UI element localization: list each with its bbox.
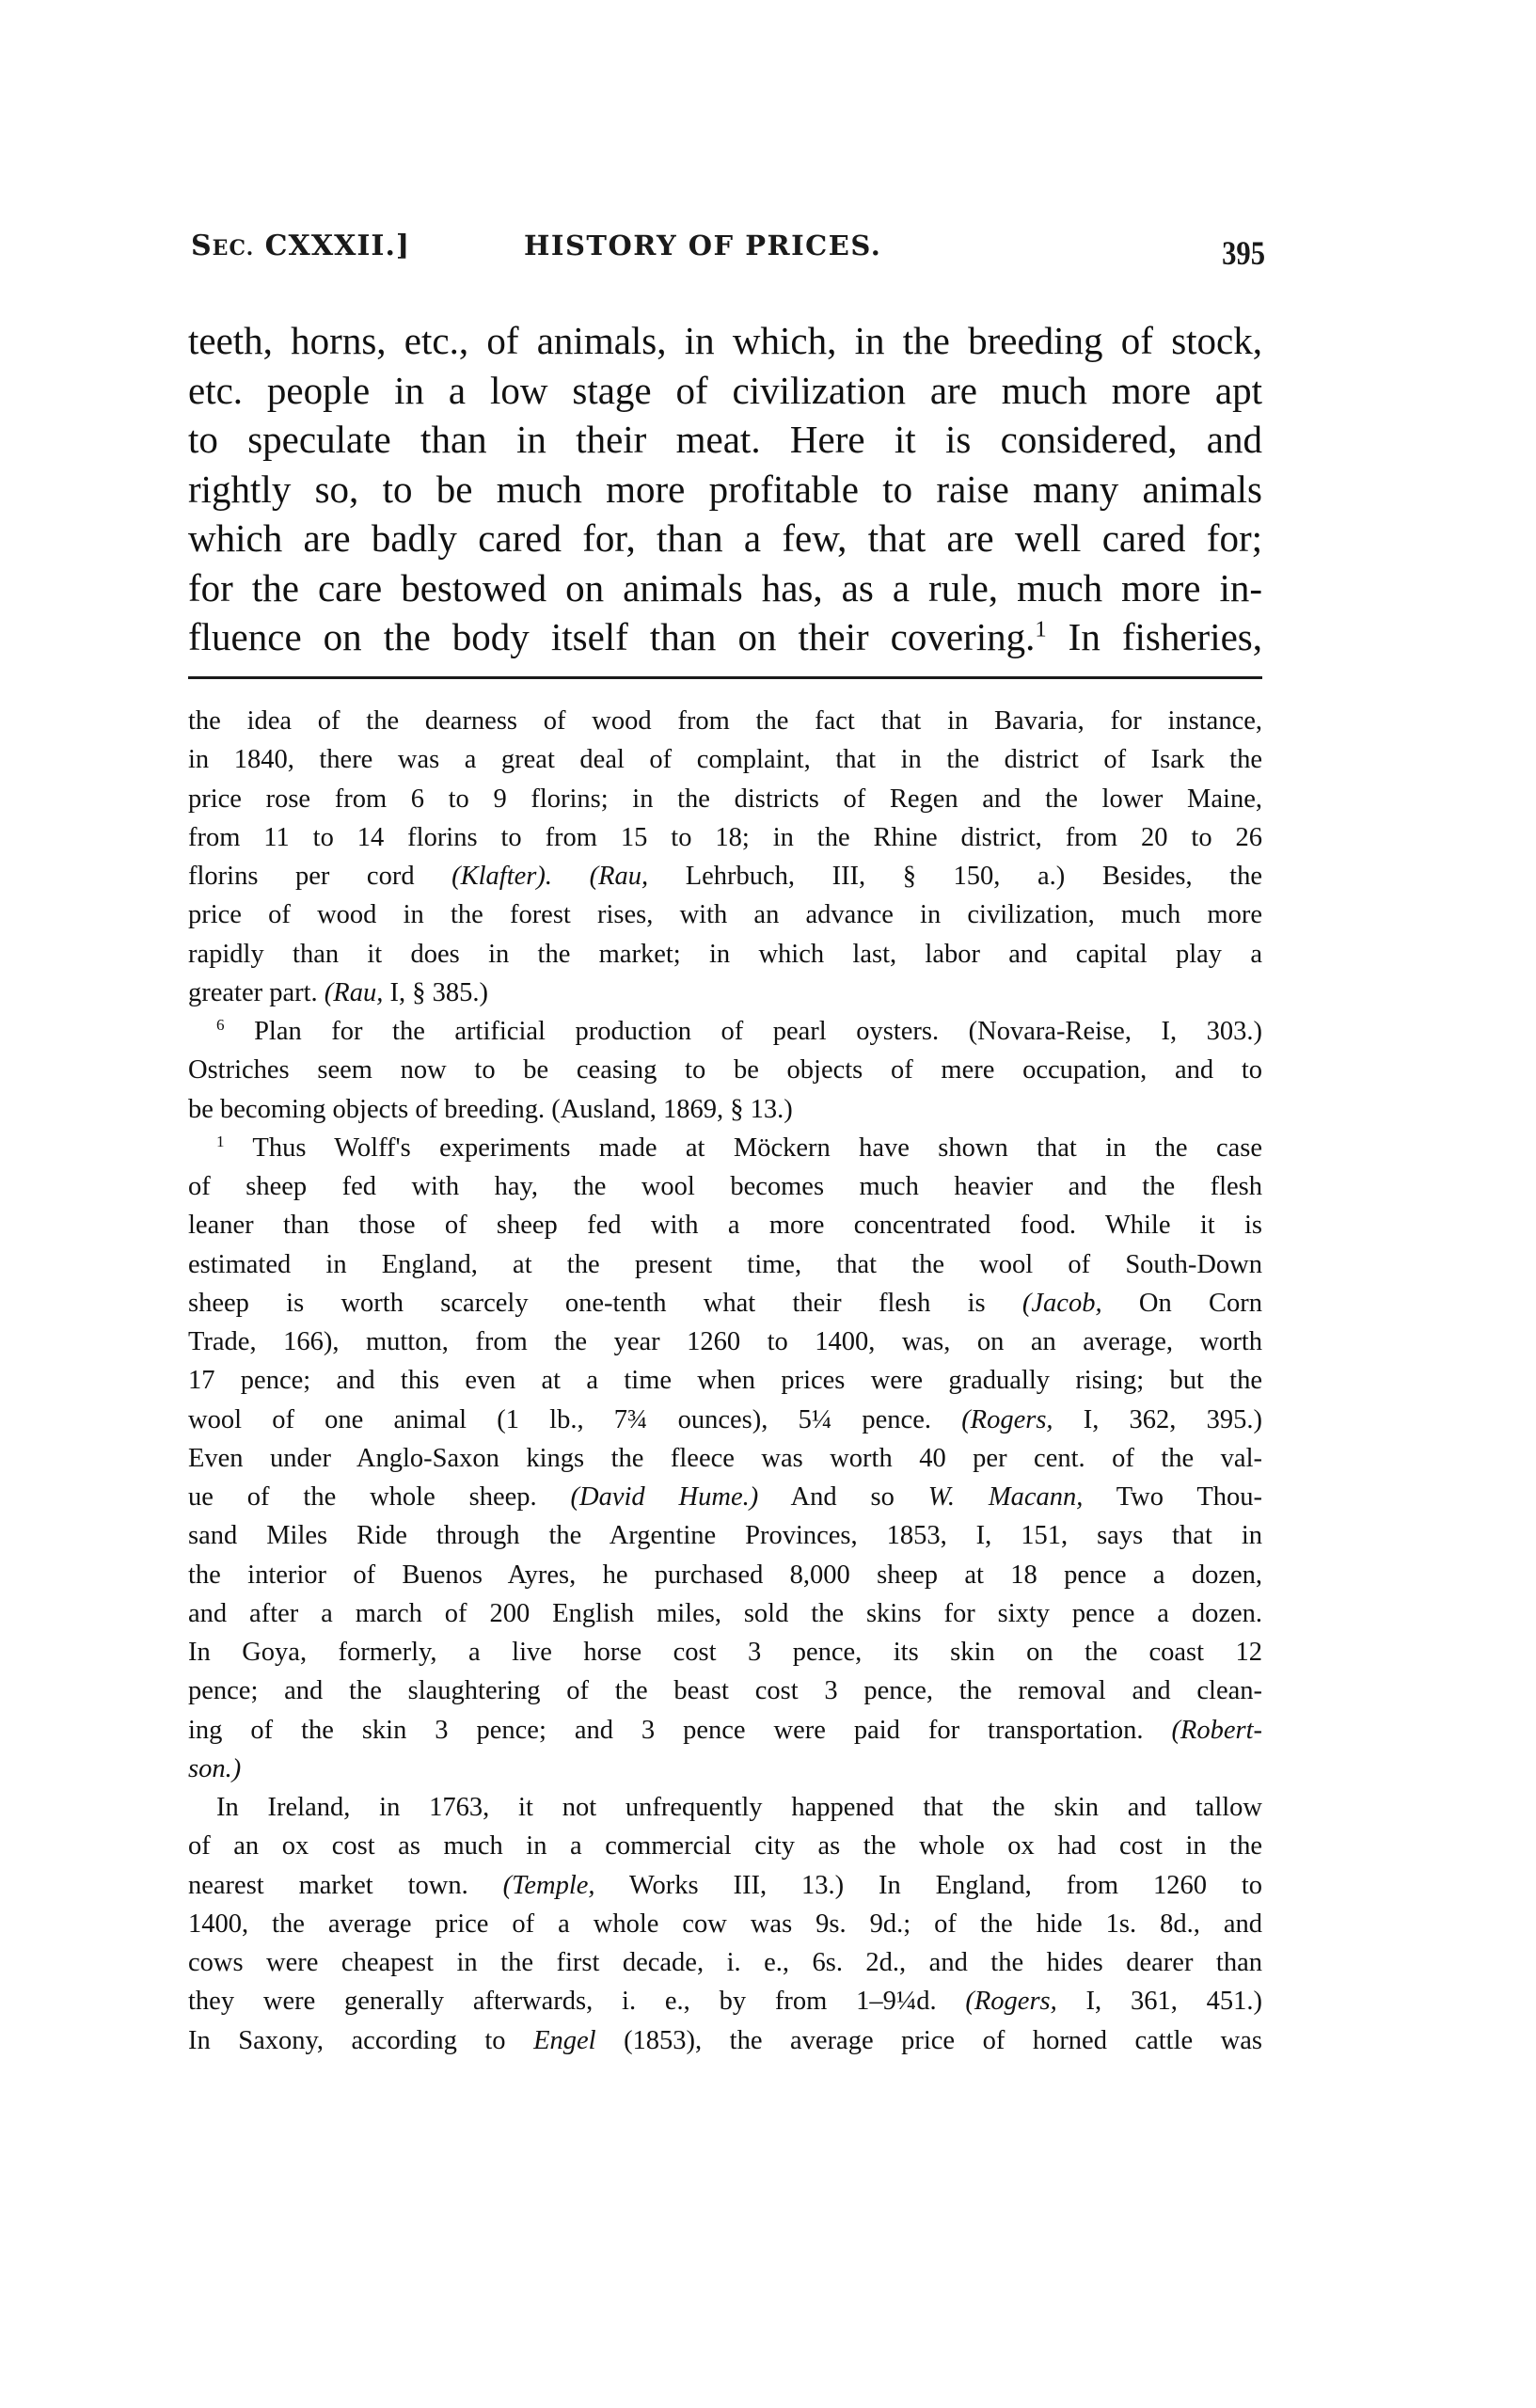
text-run: greater part.	[188, 977, 325, 1007]
text-run: Even under Anglo-Saxon kings the fleece was worth 40 per cent. of the val-	[188, 1443, 1262, 1473]
italic-citation: (Rau,	[589, 862, 649, 891]
text-run: in 1840, there was a great deal of complaint, that in the district of Isark the	[188, 745, 1262, 775]
footnote-line	[188, 1521, 1262, 1551]
footnote-line	[188, 1948, 1262, 1978]
text-run: which are badly cared for, than a few, that are well cared for;	[188, 516, 1262, 560]
text-run: ing of the skin 3 pence; and 3 pence were paid for transportation.	[188, 1715, 1172, 1745]
text-run: nearest market town.	[188, 1870, 503, 1900]
footnote-line	[188, 1987, 1262, 2017]
footnote-line	[188, 784, 1262, 815]
text-run: ue of the whole sheep.	[188, 1482, 571, 1512]
text-run: to speculate than in their meat. Here it is considered, and	[188, 418, 1262, 461]
footnote-line	[188, 940, 1262, 970]
text-run: In Goya, formerly, a live horse cost 3 pence, its skin on the coast 12	[188, 1638, 1262, 1667]
text-run: florins per cord	[188, 862, 452, 891]
footnote-line	[188, 1754, 1262, 1784]
text-run: Ostriches seem now to be ceasing to be objects of mere occupation, and to	[188, 1055, 1262, 1085]
section-number: CXXXII.]	[254, 230, 411, 262]
section-prefix-initial: S	[191, 230, 213, 262]
paragraph-line	[188, 417, 1262, 462]
footnote-line	[188, 1560, 1262, 1591]
footnote-line	[188, 1366, 1262, 1396]
footnote-line	[216, 1133, 1262, 1164]
footnote-line	[188, 1871, 1262, 1901]
text-run: the interior of Buenos Ayres, he purchased 8,000 sheep at 18 pence a dozen,	[188, 1560, 1262, 1590]
footnote-marker: 1	[1035, 616, 1047, 642]
footnote-line	[188, 900, 1262, 930]
text-run: they were generally afterwards, i. e., by from 1–9¼d.	[188, 1987, 966, 2017]
italic-citation: (Robert-	[1171, 1715, 1262, 1745]
footnote-line	[188, 1482, 1262, 1513]
text-run: price of wood in the forest rises, with an advance in civilization, much more	[188, 900, 1262, 930]
text-run: I, § 385.)	[383, 977, 488, 1007]
footnote-line	[188, 1250, 1262, 1280]
footnote-line	[188, 1405, 1262, 1435]
italic-citation: Engel	[533, 2025, 596, 2055]
footnote-line	[188, 1327, 1262, 1357]
italic-citation: (Klafter).	[451, 862, 553, 891]
footnote-divider	[188, 676, 1262, 679]
running-title: HISTORY OF PRICES.	[524, 230, 882, 261]
text-run: wool of one animal (1 lb., 7¾ ounces), 5¼ pence.	[188, 1404, 962, 1434]
footnote-line	[188, 1444, 1262, 1474]
footnote-line	[188, 1676, 1262, 1706]
footnote-line	[188, 745, 1262, 775]
footnote-line	[188, 1909, 1262, 1940]
paragraph-line	[188, 368, 1262, 413]
text-run: rapidly than it does in the market; in which last, labor and capital play a	[188, 939, 1262, 969]
footnote-line	[188, 862, 1262, 892]
text-run: and after a march of 200 English miles, sold the skins for sixty pence a dozen.	[188, 1598, 1262, 1628]
footnote-line	[216, 1017, 1262, 1047]
italic-citation: (Rogers,	[961, 1404, 1053, 1434]
text-run: pence; and the slaughtering of the beast cost 3 pence, the removal and clean-	[188, 1676, 1262, 1706]
text-run: rightly so, to be much more profitable to raise many animals	[188, 467, 1262, 511]
paragraph-line	[188, 467, 1262, 512]
section-prefix-smallcaps: EC.	[212, 236, 255, 261]
text-run: Trade, 166), mutton, from the year 1260 to 1400, was, on an average, worth	[188, 1327, 1262, 1356]
text-run: sheep is worth scarcely one-tenth what their flesh is	[188, 1288, 1022, 1318]
page-number: 395	[1222, 234, 1265, 272]
text-run: Lehrbuch, III, § 150, a.) Besides, the	[648, 862, 1262, 891]
footnote-line	[188, 706, 1262, 737]
footnote-line	[188, 1638, 1262, 1668]
paragraph-line	[188, 614, 1262, 659]
footnote-line	[188, 1055, 1262, 1085]
running-header	[191, 230, 1265, 277]
italic-citation: (Rogers,	[965, 1987, 1057, 2017]
text-run: Works III, 13.) In England, from 1260 to	[594, 1870, 1263, 1900]
text-run: for the care bestowed on animals has, as a rule, much more in-	[188, 565, 1262, 610]
text-run: (1853), the average price of horned cattle was	[595, 2025, 1262, 2055]
text-run: be becoming objects of breeding. (Ausland, 1869, § 13.)	[188, 1094, 793, 1124]
text-run: And so	[758, 1482, 928, 1512]
footnote-line	[188, 1289, 1262, 1319]
footnote-line	[188, 1831, 1262, 1861]
text-run: In Ireland, in 1763, it not unfrequently happened that the skin and tallow	[216, 1793, 1262, 1822]
text-run: 17 pence; and this even at a time when prices were gradually rising; but the	[188, 1366, 1262, 1396]
text-run: On Corn	[1101, 1288, 1262, 1318]
text-run: leaner than those of sheep fed with a more concentrated food. While it is	[188, 1211, 1262, 1241]
text-run: sand Miles Ride through the Argentine Provinces, 1853, I, 151, says that in	[188, 1521, 1262, 1551]
text-run: 1400, the average price of a whole cow was 9s. 9d.; of the hide 1s. 8d., and	[188, 1909, 1262, 1939]
text-run: cows were cheapest in the first decade, i. e., 6s. 2d., and the hides dearer than	[188, 1948, 1262, 1977]
section-label	[191, 230, 410, 262]
text-run: I, 362, 395.)	[1053, 1404, 1263, 1434]
text-run: of sheep fed with hay, the wool becomes much heavier and the flesh	[188, 1172, 1262, 1201]
footnote-line	[188, 1211, 1262, 1241]
footnote-marker: 6	[216, 1015, 225, 1034]
footnote-line	[188, 2026, 1262, 2056]
text-run: from 11 to 14 florins to from 15 to 18; in the Rhine district, from 20 to 26	[188, 822, 1262, 852]
footnote-marker: 1	[216, 1132, 225, 1150]
text-run: Plan for the artificial production of pearl oysters. (Novara-Reise, I, 303.)	[224, 1017, 1262, 1046]
text-run: of an ox cost as much in a commercial city as the whole ox had cost in the	[188, 1831, 1262, 1861]
footnote-line	[216, 1793, 1262, 1823]
footnote-line	[188, 1095, 1262, 1125]
text-run: fluence on the body itself than on their covering.	[188, 615, 1036, 658]
text-run: I, 361, 451.)	[1056, 1987, 1263, 2017]
paragraph-line	[188, 515, 1262, 561]
footnote-line	[188, 1172, 1262, 1202]
text-run	[552, 862, 590, 891]
italic-citation: (Temple,	[502, 1870, 595, 1900]
text-run: the idea of the dearness of wood from the fact that in Bavaria, for instance,	[188, 706, 1262, 736]
italic-citation: (Rau,	[324, 977, 384, 1007]
footnote-line	[188, 823, 1262, 853]
text-run: Two Thou-	[1083, 1482, 1263, 1512]
paragraph-line	[188, 318, 1262, 363]
text-run: estimated in England, at the present time, that the wool of South-Down	[188, 1249, 1262, 1279]
text-run: etc. people in a low stage of civilization are much more apt	[188, 368, 1262, 412]
text-run: price rose from 6 to 9 florins; in the districts of Regen and the lower Maine,	[188, 784, 1262, 814]
footnote-line	[188, 978, 1262, 1008]
paragraph-line	[188, 565, 1262, 610]
text-run: Thus Wolff's experiments made at Möckern have shown that in the case	[224, 1133, 1262, 1163]
text-run: In fisheries,	[1046, 615, 1262, 658]
text-run: teeth, horns, etc., of animals, in which, in the breeding of stock,	[188, 319, 1262, 362]
text-run: In Saxony, according to	[188, 2025, 534, 2055]
italic-citation: (David Hume.)	[570, 1482, 759, 1512]
footnote-line	[188, 1716, 1262, 1746]
italic-citation: W. Macann,	[927, 1482, 1084, 1512]
italic-citation: (Jacob,	[1021, 1288, 1102, 1318]
italic-citation: son.)	[188, 1753, 242, 1783]
footnote-line	[188, 1599, 1262, 1629]
